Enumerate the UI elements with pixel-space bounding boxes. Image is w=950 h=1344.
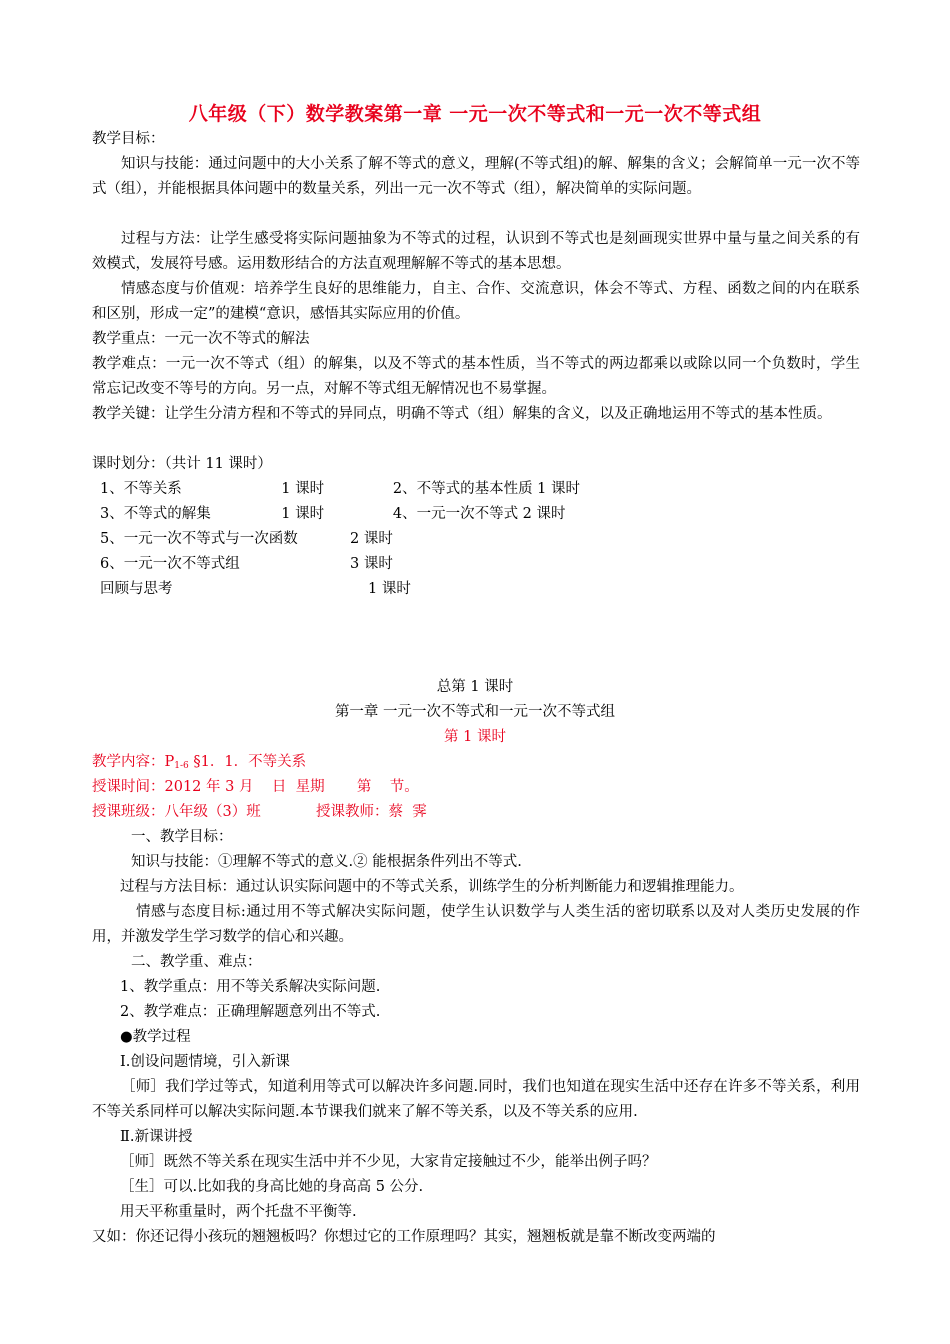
schedule-table — [100, 477, 580, 602]
schedule-item — [100, 527, 393, 552]
section-1-heading: 一、教学目标： — [131, 829, 233, 845]
schedule-hours: 2 课时 — [350, 531, 393, 547]
schedule-item — [100, 577, 580, 602]
schedule-item: 3、不等式的解集 — [100, 506, 211, 522]
schedule-hours: 1 课时 — [281, 481, 325, 497]
schedule-item-label: 5、一元一次不等式与一次函数 — [100, 531, 298, 547]
content-pages: 1-6 — [174, 761, 189, 771]
schedule-item: 4、一元一次不等式 2 课时 — [392, 506, 566, 522]
schedule-item — [100, 552, 393, 577]
student-answer-1: ［生］可以.比如我的身高比她的身高高 5 公分. — [120, 1179, 424, 1195]
schedule-row — [100, 527, 580, 552]
schedule-row — [100, 577, 580, 602]
schedule-hours: 3 课时 — [350, 556, 393, 572]
chapter-line: 第一章 一元一次不等式和一元一次不等式组 — [334, 704, 616, 720]
time-line: 授课时间：2012 年 3 月 日 星期 第 节。 — [92, 779, 419, 795]
schedule-hours: 1 课时 — [281, 506, 325, 522]
key-point-2: 1、教学重点：用不等关系解决实际问题. — [120, 979, 381, 995]
schedule-row — [100, 502, 580, 527]
section-2-heading: 二、教学重、难点： — [131, 954, 262, 970]
schedule-item: 2、不等式的基本性质 1 课时 — [392, 481, 581, 497]
objectives-heading: 教学目标： — [92, 131, 165, 147]
process-methods-paragraph: 过程与方法：让学生感受将实际问题抽象为不等式的过程，认识到不等式也是刻画现实世界中量与量之间关系的有效模式，发展符号感。运用数形结合的方法直观理解解不等式的基本思想。 — [92, 231, 860, 272]
knowledge-skills-2: 知识与技能：①理解不等式的意义.② 能根据条件列出不等式. — [131, 854, 522, 870]
process-heading: ●教学过程 — [120, 1029, 191, 1045]
step-2-heading: Ⅱ.新课讲授 — [120, 1129, 193, 1145]
schedule-heading: 课时划分：（共计 11 课时） — [92, 456, 272, 472]
teacher-paragraph-1: ［师］我们学过等式，知道利用等式可以解决许多问题.同时，我们也知道在现实生活中还存在许多不等关系，利用不等关系同样可以解决实际问题.本节课我们就来了解不等关系，以及不等关系的应用. — [92, 1079, 860, 1120]
lesson-total: 总第 1 课时 — [436, 679, 514, 695]
difficulty-paragraph: 教学难点：一元一次不等式（组）的解集，以及不等式的基本性质，当不等式的两边都乘以或除以同一个负数时，学生常忘记改变不等号的方向。另一点，对解不等式组无解情况也不易掌握。 — [92, 356, 860, 397]
attitudes-values-2: 情感与态度目标:通过用不等式解决实际问题，使学生认识数学与人类生活的密切联系以及对人类历史发展的作用，并激发学生学习数学的信心和兴趣。 — [92, 904, 860, 945]
step-1-heading: Ⅰ.创设问题情境，引入新课 — [120, 1054, 290, 1070]
schedule-row — [100, 552, 580, 577]
balance-example: 用天平称重量时，两个托盘不平衡等. — [120, 1204, 357, 1220]
seesaw-example: 又如：你还记得小孩玩的翘翘板吗？你想过它的工作原理吗？其实，翘翘板就是靠不断改变两端的 — [92, 1229, 716, 1245]
teacher-paragraph-2: ［师］既然不等关系在现实生活中并不少见，大家肯定接触过不少，能举出例子吗？ — [120, 1154, 657, 1170]
knowledge-skills-paragraph: 知识与技能：通过问题中的大小关系了解不等式的意义，理解(不等式组)的解、解集的含义；会解简单一元一次不等式（组），并能根据具体问题中的数量关系，列出一元一次不等式（组），解决简单的实际问题。 — [92, 156, 860, 197]
document-title: 八年级（下）数学教案第一章 一元一次不等式和一元一次不等式组 — [188, 103, 762, 125]
attitudes-values-paragraph: 情感态度与价值观：培养学生良好的思维能力，自主、合作、交流意识，体会不等式、方程、函数之间的内在联系和区别，形成一定”的建模“意识，感悟其实际应用的价值。 — [92, 281, 860, 322]
key-point-line: 教学重点：一元一次不等式的解法 — [92, 331, 310, 347]
process-methods-2: 过程与方法目标：通过认识实际问题中的不等式关系，训练学生的分析判断能力和逻辑推理能力。 — [120, 879, 744, 895]
schedule-hours: 1 课时 — [368, 581, 411, 597]
content-suffix: §1．1．不等关系 — [188, 754, 307, 770]
schedule-item-label: 回顾与思考 — [100, 581, 173, 597]
schedule-row — [100, 477, 580, 502]
class-line: 授课班级：八年级（3）班 授课教师：蔡 霁 — [92, 804, 427, 820]
schedule-item: 1、不等关系 — [100, 481, 182, 497]
lesson-number: 第 1 课时 — [444, 729, 506, 745]
content-prefix: 教学内容：P — [92, 754, 175, 770]
key-link-paragraph: 教学关键：让学生分清方程和不等式的异同点，明确不等式（组）解集的含义，以及正确地运用不等式的基本性质。 — [92, 406, 832, 422]
difficulty-2: 2、教学难点：正确理解题意列出不等式. — [120, 1004, 381, 1020]
schedule-item-label: 6、一元一次不等式组 — [100, 556, 240, 572]
